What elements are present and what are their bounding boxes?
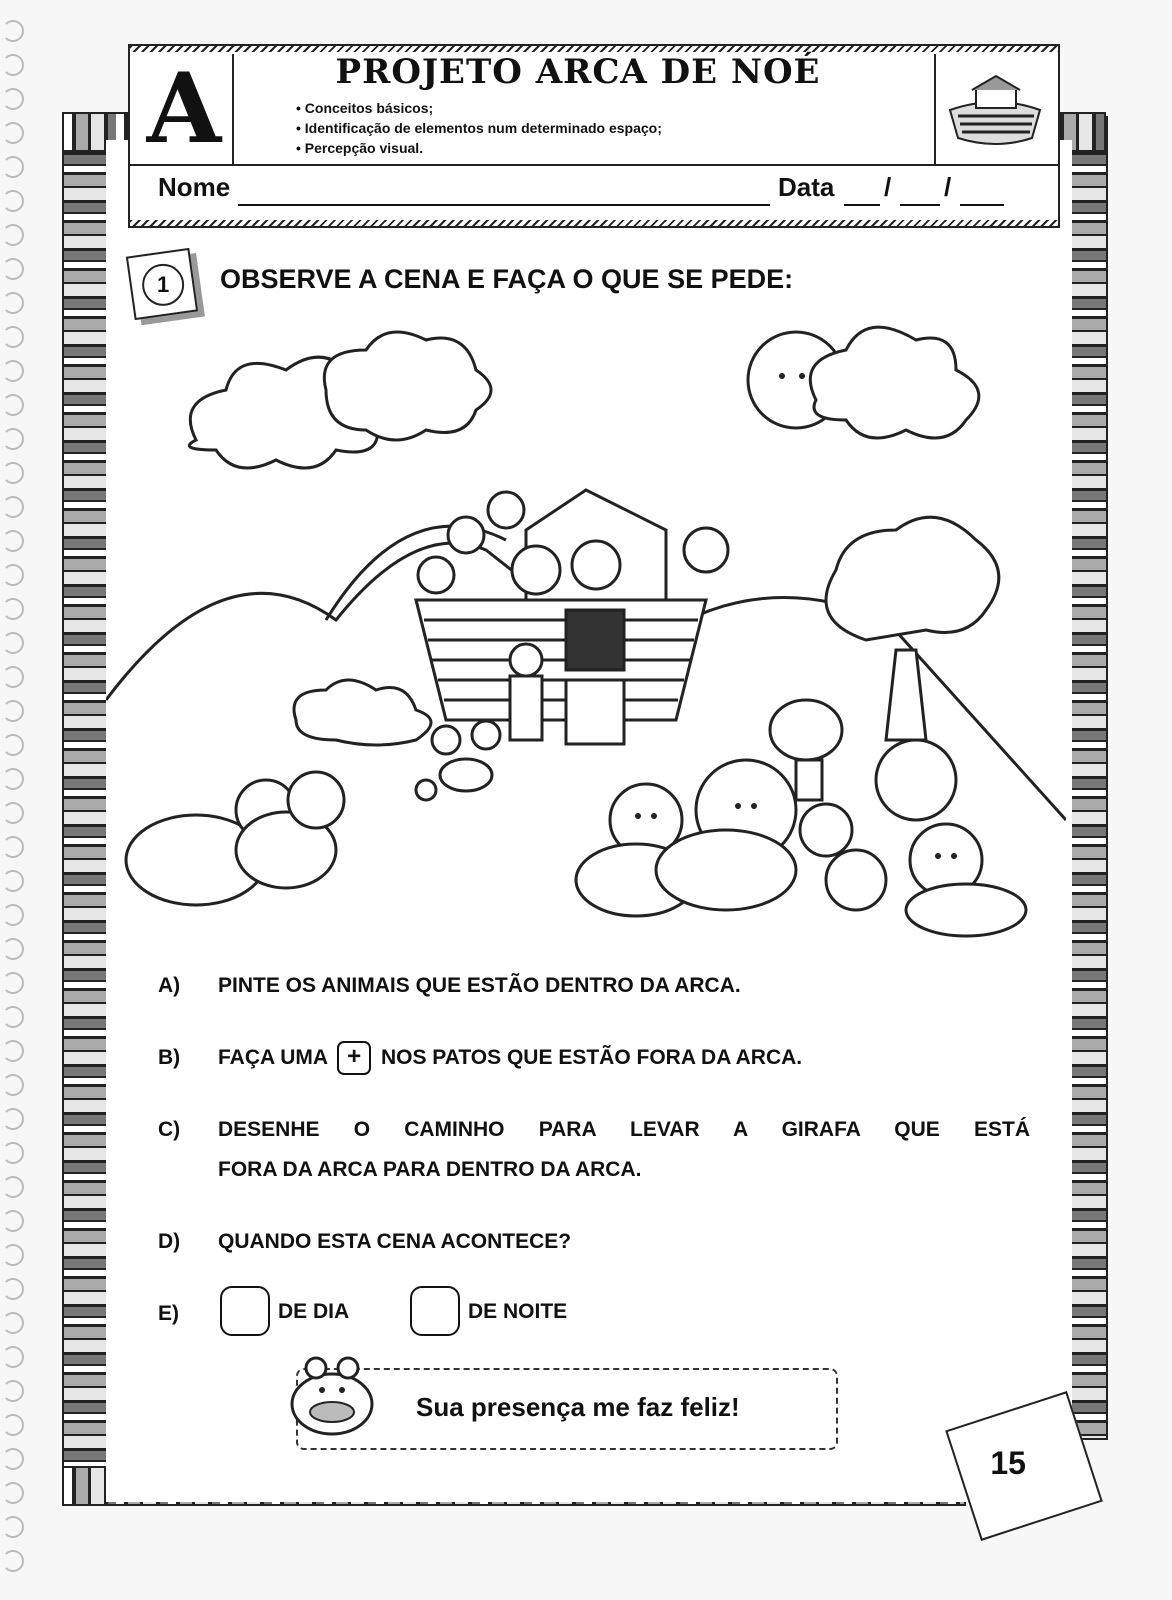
name-label: Nome: [158, 172, 231, 202]
binding-ring: [2, 428, 24, 450]
binding-ring: [2, 530, 24, 552]
date-separator-1: /: [884, 172, 892, 202]
binding-ring: [2, 666, 24, 688]
date-day-field[interactable]: [844, 204, 880, 206]
binding-ring: [2, 1516, 24, 1538]
name-field[interactable]: [238, 204, 770, 206]
binding-ring: [2, 1550, 24, 1572]
binding-ring: [2, 1482, 24, 1504]
binding-ring: [2, 564, 24, 586]
page-title: PROJETO ARCA DE NOÉ: [335, 52, 821, 92]
banner-message: Sua presença me faz feliz!: [416, 1392, 740, 1422]
header-divider: [130, 164, 1058, 166]
binding-ring: [2, 836, 24, 858]
binding-ring: [2, 1312, 24, 1334]
bullet-3: • Percepção visual.: [296, 140, 424, 156]
binding-ring: [2, 1244, 24, 1266]
question-number: 1: [142, 264, 184, 306]
item-a-text: PINTE OS ANIMAIS QUE ESTÃO DENTRO DA ARCA.: [218, 974, 741, 997]
binding-ring: [2, 1380, 24, 1402]
noah-ark-icon: [934, 54, 1056, 164]
binding-ring: [2, 20, 24, 42]
binding-ring: [2, 190, 24, 212]
binding-ring: [2, 258, 24, 280]
binding-ring: [2, 292, 24, 314]
binding-ring: [2, 360, 24, 382]
night-option-label: DE NOITE: [468, 1300, 568, 1323]
binding-ring: [2, 1278, 24, 1300]
letter-badge: [136, 54, 234, 164]
date-year-field[interactable]: [960, 204, 1004, 206]
binding-ring: [2, 1074, 24, 1096]
noah-ark-scene-illustration: [106, 320, 1066, 940]
item-b-text-after: NOS PATOS QUE ESTÃO FORA DA ARCA.: [380, 1046, 803, 1069]
binding-ring: [2, 1006, 24, 1028]
binding-ring: [2, 156, 24, 178]
binding-ring: [2, 938, 24, 960]
binding-ring: [2, 394, 24, 416]
question-number-badge: [126, 248, 198, 320]
binding-ring: [2, 1210, 24, 1232]
date-separator-2: /: [944, 172, 952, 202]
item-b-text-before: FAÇA UMA: [218, 1046, 328, 1069]
binding-ring: [2, 122, 24, 144]
item-e-letter: E): [158, 1302, 179, 1325]
binding-ring: [2, 734, 24, 756]
question-prompt: OBSERVE A CENA E FAÇA O QUE SE PEDE:: [220, 264, 794, 294]
binding-ring: [2, 700, 24, 722]
binding-ring: [2, 972, 24, 994]
night-checkbox[interactable]: [410, 1286, 460, 1336]
binding-ring: [2, 1142, 24, 1164]
binding-ring: [2, 1346, 24, 1368]
binding-ring: [2, 598, 24, 620]
day-option-label: DE DIA: [278, 1300, 350, 1323]
binding-ring: [2, 326, 24, 348]
item-a-letter: A): [158, 974, 181, 997]
binding-ring: [2, 496, 24, 518]
date-month-field[interactable]: [900, 204, 940, 206]
binding-ring: [2, 224, 24, 246]
hippo-icon: [286, 1346, 382, 1442]
item-b-text: [218, 1040, 802, 1076]
binding-ring: [2, 1040, 24, 1062]
binding-ring: [2, 462, 24, 484]
page-number: 15: [990, 1444, 1026, 1481]
item-d-text: QUANDO ESTA CENA ACONTECE?: [218, 1230, 572, 1253]
binding-ring: [2, 870, 24, 892]
binding-ring: [2, 1414, 24, 1436]
binding-ring: [2, 1448, 24, 1470]
binding-ring: [2, 904, 24, 926]
binding-ring: [2, 802, 24, 824]
binding-ring: [2, 54, 24, 76]
binding-ring: [2, 88, 24, 110]
item-c-letter: C): [158, 1118, 181, 1141]
item-d-letter: D): [158, 1230, 181, 1253]
binding-ring: [2, 1176, 24, 1198]
binding-ring: [2, 768, 24, 790]
binding-ring: [2, 632, 24, 654]
bullet-2: • Identificação de elementos num determinado espaço;: [296, 120, 662, 136]
date-label: Data: [778, 172, 835, 202]
bullet-1: • Conceitos básicos;: [296, 100, 434, 116]
item-c-line1: DESENHE O CAMINHO PARA LEVAR A GIRAFA QUE ESTÁ: [218, 1118, 1030, 1141]
letter-text: A: [146, 52, 222, 165]
header-zigzag-bottom: [130, 220, 1058, 226]
day-checkbox[interactable]: [220, 1286, 270, 1336]
item-c-line2: FORA DA ARCA PARA DENTRO DA ARCA.: [218, 1158, 642, 1181]
left-striped-border: [62, 116, 110, 1480]
binding-ring: [2, 1108, 24, 1130]
plus-symbol-icon: +: [337, 1041, 371, 1075]
item-b-letter: B): [158, 1046, 181, 1069]
